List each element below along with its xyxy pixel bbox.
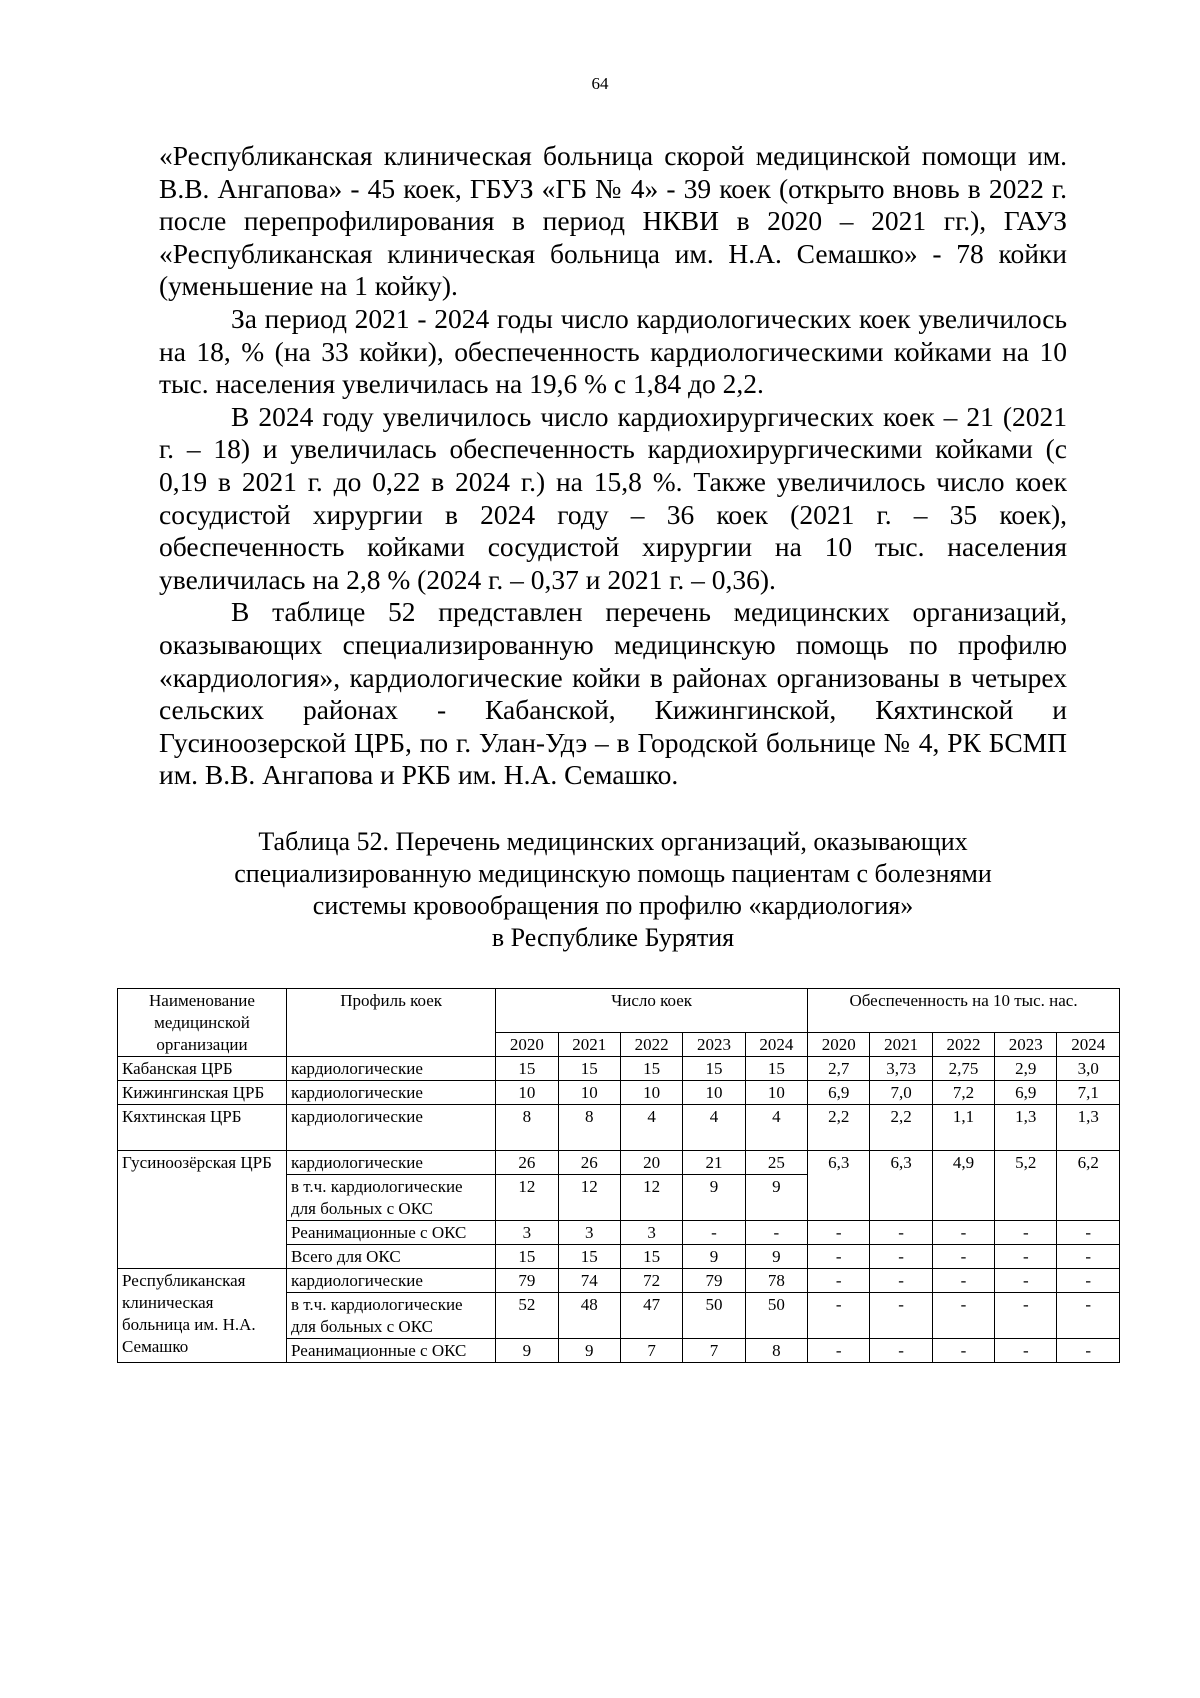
beds-table <box>117 988 1120 1363</box>
org-cell: Кижингинская ЦРБ <box>118 1081 287 1105</box>
provision-cell: - <box>870 1221 932 1245</box>
year-cell: 2023 <box>683 1033 745 1057</box>
beds-cell: 4 <box>620 1105 682 1151</box>
table-row <box>118 1269 1120 1293</box>
caption-line: специализированную медицинскую помощь пациентам с болезнями <box>234 859 992 888</box>
provision-cell: 2,75 <box>932 1057 994 1081</box>
beds-cell: 20 <box>620 1151 682 1175</box>
beds-cell: 4 <box>683 1105 745 1151</box>
provision-cell: 1,3 <box>1057 1105 1120 1151</box>
year-cell: 2021 <box>870 1033 932 1057</box>
provision-cell: - <box>995 1245 1057 1269</box>
paragraph: В таблице 52 представлен перечень медицинских организаций, оказывающих специализированную медицинскую помощь по профилю «кардиология», кардиологические койки в районах организованы в четырех сельских районах - Кабанской, Кижингинской, Кяхтинской и Гусиноозерской ЦРБ, по г. Улан-Удэ – в Городской больнице № 4, РК БСМП им. В.В. Ангапова и РКБ им. Н.А. Семашко. <box>159 596 1067 791</box>
org-cell: Гусиноозёрская ЦРБ <box>118 1151 287 1269</box>
org-cell: Кяхтинская ЦРБ <box>118 1105 287 1151</box>
beds-cell: 15 <box>620 1057 682 1081</box>
provision-cell: - <box>932 1339 994 1363</box>
beds-cell: 12 <box>620 1175 682 1221</box>
year-cell: 2024 <box>745 1033 807 1057</box>
beds-cell: 10 <box>745 1081 807 1105</box>
beds-cell: 10 <box>683 1081 745 1105</box>
year-cell: 2021 <box>558 1033 620 1057</box>
profile-cell: Реанимационные с ОКС <box>287 1221 496 1245</box>
provision-cell: - <box>995 1269 1057 1293</box>
provision-cell: 7,0 <box>870 1081 932 1105</box>
profile-cell: кардиологические <box>287 1081 496 1105</box>
provision-cell: - <box>1057 1269 1120 1293</box>
provision-cell: - <box>808 1269 870 1293</box>
beds-cell: 9 <box>496 1339 558 1363</box>
caption-line: Таблица 52. Перечень медицинских организаций, оказывающих <box>258 827 968 856</box>
beds-cell: 10 <box>496 1081 558 1105</box>
header-profile: Профиль коек <box>287 989 496 1057</box>
table-header-row <box>118 989 1120 1033</box>
beds-cell: 15 <box>620 1245 682 1269</box>
profile-cell: кардиологические <box>287 1151 496 1175</box>
provision-cell: - <box>995 1339 1057 1363</box>
year-cell: 2022 <box>620 1033 682 1057</box>
header-org: Наименование медицинской организации <box>118 989 287 1057</box>
provision-cell: 1,1 <box>932 1105 994 1151</box>
beds-cell: 79 <box>496 1269 558 1293</box>
profile-cell: в т.ч. кардиологические для больных с ОКС <box>287 1293 496 1339</box>
beds-cell: 15 <box>683 1057 745 1081</box>
table-row <box>118 1057 1120 1081</box>
beds-cell: 15 <box>558 1057 620 1081</box>
beds-cell: 25 <box>745 1151 807 1175</box>
org-cell: Кабанская ЦРБ <box>118 1057 287 1081</box>
beds-cell: 15 <box>745 1057 807 1081</box>
provision-cell: 5,2 <box>995 1151 1057 1221</box>
provision-cell: 3,73 <box>870 1057 932 1081</box>
paragraph: За период 2021 - 2024 годы число кардиологических коек увеличилось на 18, % (на 33 койки), обеспеченность кардиологическими койками на 10 тыс. населения увеличилась на 19,6 % с 1,84 до 2,2. <box>159 302 1067 400</box>
beds-cell: - <box>683 1221 745 1245</box>
provision-cell: 4,9 <box>932 1151 994 1221</box>
table-row <box>118 1081 1120 1105</box>
year-cell: 2023 <box>995 1033 1057 1057</box>
provision-cell: - <box>1057 1245 1120 1269</box>
beds-cell: 12 <box>558 1175 620 1221</box>
provision-cell: 2,7 <box>808 1057 870 1081</box>
provision-cell: - <box>870 1245 932 1269</box>
beds-cell: 9 <box>745 1245 807 1269</box>
provision-cell: 1,3 <box>995 1105 1057 1151</box>
provision-cell: - <box>1057 1293 1120 1339</box>
header-provision: Обеспеченность на 10 тыс. нас. <box>808 989 1120 1033</box>
provision-cell: - <box>995 1293 1057 1339</box>
profile-cell: кардиологические <box>287 1057 496 1081</box>
provision-cell: - <box>808 1339 870 1363</box>
year-cell: 2024 <box>1057 1033 1120 1057</box>
paragraph: «Республиканская клиническая больница скорой медицинской помощи им. В.В. Ангапова» - 45 коек, ГБУЗ «ГБ № 4» - 39 коек (открыто вновь в 2022 г. после перепрофилирования в период НКВИ в 2020 – 2021 гг.), ГАУЗ «Республиканская клиническая больница им. Н.А. Семашко» - 78 койки (уменьшение на 1 койку). <box>159 140 1067 302</box>
provision-cell: 6,3 <box>870 1151 932 1221</box>
provision-cell: - <box>932 1221 994 1245</box>
beds-cell: 21 <box>683 1151 745 1175</box>
beds-cell: 8 <box>558 1105 620 1151</box>
beds-cell: - <box>745 1221 807 1245</box>
beds-cell: 9 <box>558 1339 620 1363</box>
paragraph: В 2024 году увеличилось число кардиохирургических коек – 21 (2021 г. – 18) и увеличилась обеспеченность кардиохирургическими койками (с 0,19 в 2021 г. до 0,22 в 2024 г.) на 15,8 %. Также увеличилось число коек сосудистой хирургии в 2024 году – 36 коек (2021 г. – 35 коек), обеспеченность койками сосудистой хирургии на 10 тыс. населения увеличилась на 2,8 % (2024 г. – 0,37 и 2021 г. – 0,36). <box>159 400 1067 595</box>
year-cell: 2020 <box>808 1033 870 1057</box>
table-row <box>118 1151 1120 1175</box>
beds-cell: 8 <box>496 1105 558 1151</box>
beds-cell: 74 <box>558 1269 620 1293</box>
beds-cell: 4 <box>745 1105 807 1151</box>
provision-cell: 6,9 <box>995 1081 1057 1105</box>
provision-cell: 7,2 <box>932 1081 994 1105</box>
provision-cell: 2,2 <box>808 1105 870 1151</box>
beds-cell: 50 <box>745 1293 807 1339</box>
provision-cell: - <box>932 1269 994 1293</box>
provision-cell: - <box>808 1293 870 1339</box>
provision-cell: 2,9 <box>995 1057 1057 1081</box>
body-text <box>159 140 1067 792</box>
provision-cell: - <box>932 1245 994 1269</box>
table-caption <box>159 826 1067 954</box>
beds-cell: 3 <box>496 1221 558 1245</box>
beds-cell: 9 <box>683 1245 745 1269</box>
beds-cell: 72 <box>620 1269 682 1293</box>
caption-line: в Республике Бурятия <box>491 923 735 952</box>
profile-cell: Всего для ОКС <box>287 1245 496 1269</box>
beds-cell: 52 <box>496 1293 558 1339</box>
table-row <box>118 1105 1120 1151</box>
provision-cell: 7,1 <box>1057 1081 1120 1105</box>
beds-cell: 12 <box>496 1175 558 1221</box>
provision-cell: - <box>1057 1339 1120 1363</box>
provision-cell: 6,2 <box>1057 1151 1120 1221</box>
beds-cell: 50 <box>683 1293 745 1339</box>
year-cell: 2022 <box>932 1033 994 1057</box>
beds-cell: 26 <box>558 1151 620 1175</box>
profile-cell: в т.ч. кардиологические для больных с ОКС <box>287 1175 496 1221</box>
beds-cell: 47 <box>620 1293 682 1339</box>
beds-cell: 79 <box>683 1269 745 1293</box>
beds-cell: 8 <box>745 1339 807 1363</box>
provision-cell: - <box>808 1245 870 1269</box>
beds-cell: 15 <box>558 1245 620 1269</box>
provision-cell: - <box>1057 1221 1120 1245</box>
beds-cell: 7 <box>620 1339 682 1363</box>
year-cell: 2020 <box>496 1033 558 1057</box>
caption-line: системы кровообращения по профилю «кардиология» <box>312 891 914 920</box>
provision-cell: - <box>808 1221 870 1245</box>
beds-cell: 48 <box>558 1293 620 1339</box>
provision-cell: - <box>995 1221 1057 1245</box>
beds-cell: 10 <box>620 1081 682 1105</box>
beds-cell: 7 <box>683 1339 745 1363</box>
provision-cell: 3,0 <box>1057 1057 1120 1081</box>
beds-cell: 26 <box>496 1151 558 1175</box>
profile-cell: кардиологические <box>287 1269 496 1293</box>
provision-cell: - <box>932 1293 994 1339</box>
provision-cell: - <box>870 1269 932 1293</box>
beds-cell: 3 <box>620 1221 682 1245</box>
beds-cell: 9 <box>683 1175 745 1221</box>
beds-cell: 10 <box>558 1081 620 1105</box>
header-beds: Число коек <box>496 989 808 1033</box>
org-cell: Республиканская клиническая больница им. Н.А. Семашко <box>118 1269 287 1363</box>
profile-cell: Реанимационные с ОКС <box>287 1339 496 1363</box>
provision-cell: - <box>870 1293 932 1339</box>
beds-cell: 3 <box>558 1221 620 1245</box>
profile-cell: кардиологические <box>287 1105 496 1151</box>
beds-cell: 15 <box>496 1057 558 1081</box>
provision-cell: 6,3 <box>808 1151 870 1221</box>
provision-cell: 6,9 <box>808 1081 870 1105</box>
provision-cell: 2,2 <box>870 1105 932 1151</box>
page-number: 64 <box>591 74 609 93</box>
beds-cell: 15 <box>496 1245 558 1269</box>
beds-cell: 78 <box>745 1269 807 1293</box>
provision-cell: - <box>870 1339 932 1363</box>
beds-cell: 9 <box>745 1175 807 1221</box>
